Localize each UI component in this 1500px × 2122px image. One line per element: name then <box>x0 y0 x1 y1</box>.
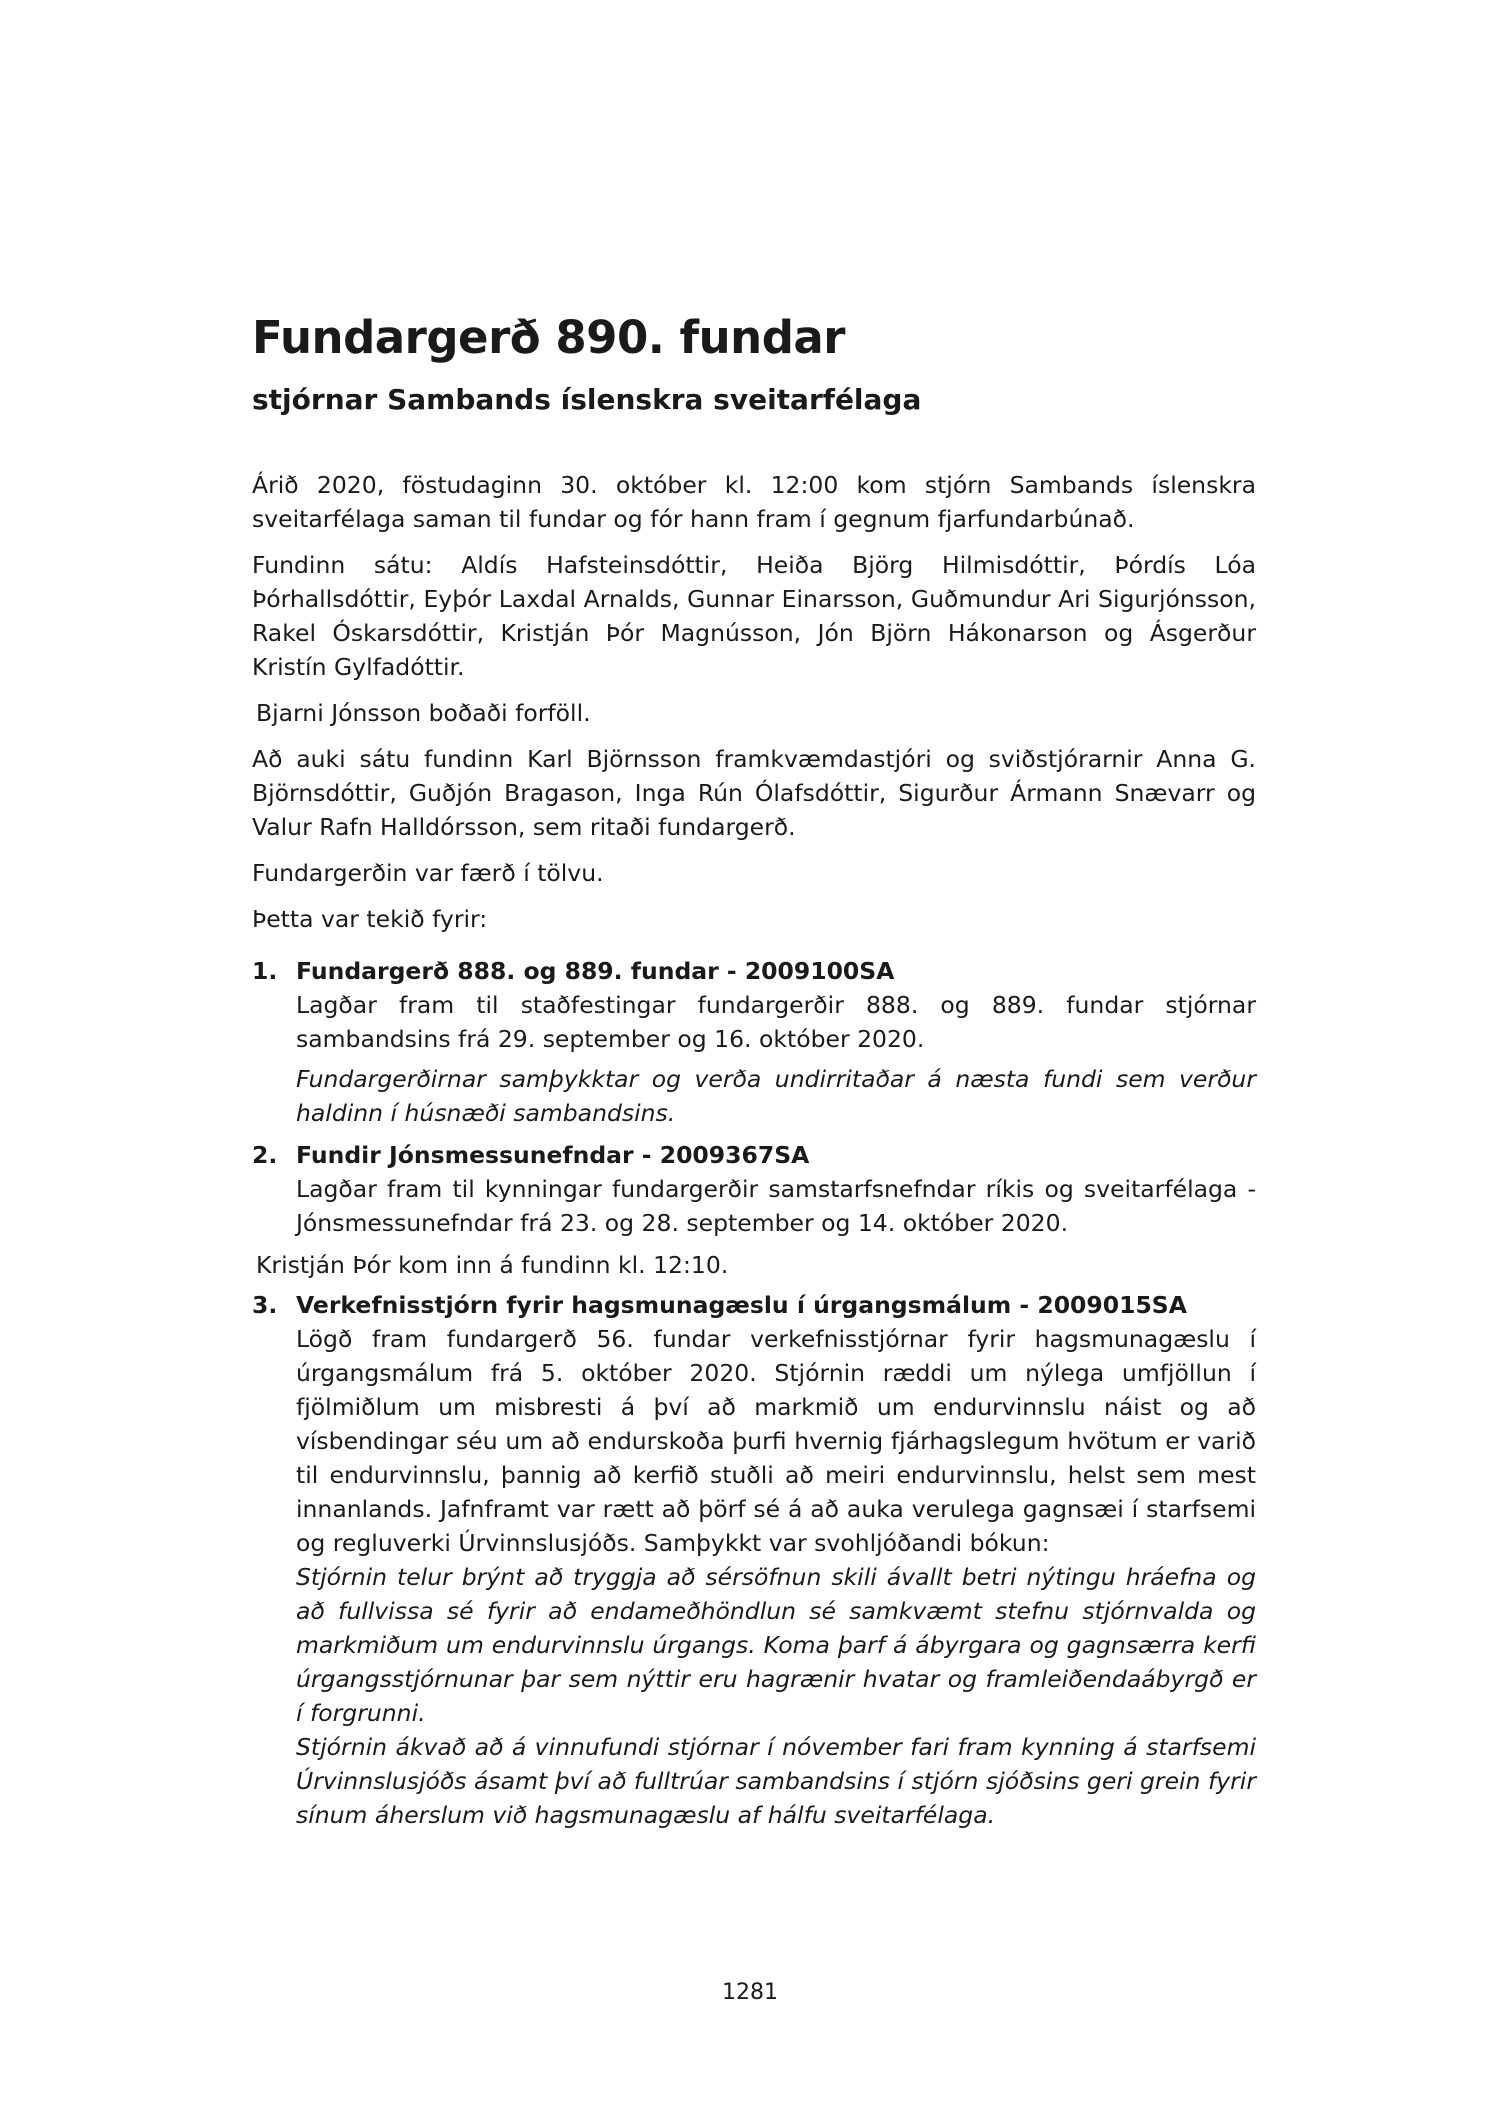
arrival-note: Kristján Þór kom inn á fundinn kl. 12:10. <box>256 1251 729 1279</box>
agenda-item-text: Lagðar fram til kynningar fundargerðir samstarfsnefndar ríkis og sveitarfélaga - Jónsmessunefndar frá 23. og 28. september og 14. október 2020. <box>296 1175 1256 1237</box>
agenda-intro: Þetta var tekið fyrir: <box>252 905 488 933</box>
agenda-item-title: Fundir Jónsmessunefndar - 2009367SA <box>296 1141 810 1169</box>
agenda-list-continued <box>252 1288 1256 1832</box>
agenda-item-number: 1. <box>252 957 278 985</box>
recording-paragraph: Fundargerðin var færð í tölvu. <box>252 859 604 887</box>
agenda-list <box>252 954 1256 1240</box>
agenda-item-text: Lagðar fram til staðfestingar fundargerðir 888. og 889. fundar stjórnar sambandsins frá 29. september og 16. október 2020. <box>296 991 1256 1053</box>
absence-paragraph: Bjarni Jónsson boðaði forföll. <box>256 699 591 727</box>
intro-paragraph: Árið 2020, föstudaginn 30. október kl. 12:00 kom stjórn Sambands íslenskra sveitarfélaga saman til fundar og fór hann fram í gegnum fjarfundarbúnað. <box>252 471 1256 533</box>
agenda-item-3 <box>252 1288 1256 1832</box>
document-subtitle: stjórnar Sambands íslenskra sveitarfélaga <box>252 383 922 416</box>
agenda-item-title: Fundargerð 888. og 889. fundar - 2009100SA <box>296 957 895 985</box>
agenda-item-number: 3. <box>252 1291 278 1319</box>
document-title: Fundargerð 890. fundar <box>252 311 845 364</box>
agenda-item-decision-2: Stjórnin ákvað að á vinnufundi stjórnar í nóvember fari fram kynning á starfsemi Úrvinnslusjóðs ásamt því að fulltrúar sambandsins í stjórn sjóðsins geri grein fyrir sínum áherslum við hagsmunagæslu af hálfu sveitarfélaga. <box>296 1733 1256 1829</box>
agenda-item-decision: Fundargerðirnar samþykktar og verða undirritaðar á næsta fundi sem verður haldinn í húsnæði sambandsins. <box>296 1065 1256 1127</box>
agenda-item-2 <box>252 1138 1256 1240</box>
agenda-item-decision: Stjórnin telur brýnt að tryggja að sérsöfnun skili ávallt betri nýtingu hráefna og að fullvissa sé fyrir að endameðhöndlun sé samkvæmt stefnu stjórnvalda og markmiðum um endurvinnslu úrgangs. Koma þarf á ábyrgara og gagnsærra kerfi úrgangsstjórnunar þar sem nýttir eru hagrænir hvatar og framleiðendaábyrgð er í forgrunni. <box>296 1563 1256 1727</box>
agenda-item-1 <box>252 954 1256 1130</box>
page-number: 1281 <box>722 1980 778 2005</box>
agenda-item-number: 2. <box>252 1141 278 1169</box>
document-page <box>252 310 1256 1840</box>
attendees-paragraph: Fundinn sátu: Aldís Hafsteinsdóttir, Heiða Björg Hilmisdóttir, Þórdís Lóa Þórhallsdóttir, Eyþór Laxdal Arnalds, Gunnar Einarsson, Guðmundur Ari Sigurjónsson, Rakel Óskarsdóttir, Kristján Þór Magnússon, Jón Björn Hákonarson og Ásgerður Kristín Gylfadóttir. <box>252 551 1256 681</box>
staff-paragraph: Að auki sátu fundinn Karl Björnsson framkvæmdastjóri og sviðstjórarnir Anna G. Björnsdóttir, Guðjón Bragason, Inga Rún Ólafsdóttir, Sigurður Ármann Snævarr og Valur Rafn Halldórsson, sem ritaði fundargerð. <box>252 745 1256 841</box>
agenda-item-text: Lögð fram fundargerð 56. fundar verkefnisstjórnar fyrir hagsmunagæslu í úrgangsmálum frá 5. október 2020. Stjórnin ræddi um nýlega umfjöllun í fjölmiðlum um misbresti á því að markmið um endurvinnslu náist og að vísbendingar séu um að endurskoða þurfi hvernig fjárhagslegum hvötum er varið til endurvinnslu, þannig að kerfið stuðli að meiri endurvinnslu, helst sem mest innanlands. Jafnframt var rætt að þörf sé á að auka verulega gagnsæi í starfsemi og regluverki Úrvinnslusjóðs. Samþykkt var svohljóðandi bókun: <box>296 1325 1256 1557</box>
agenda-item-title: Verkefnisstjórn fyrir hagsmunagæslu í úrgangsmálum - 2009015SA <box>296 1291 1187 1319</box>
